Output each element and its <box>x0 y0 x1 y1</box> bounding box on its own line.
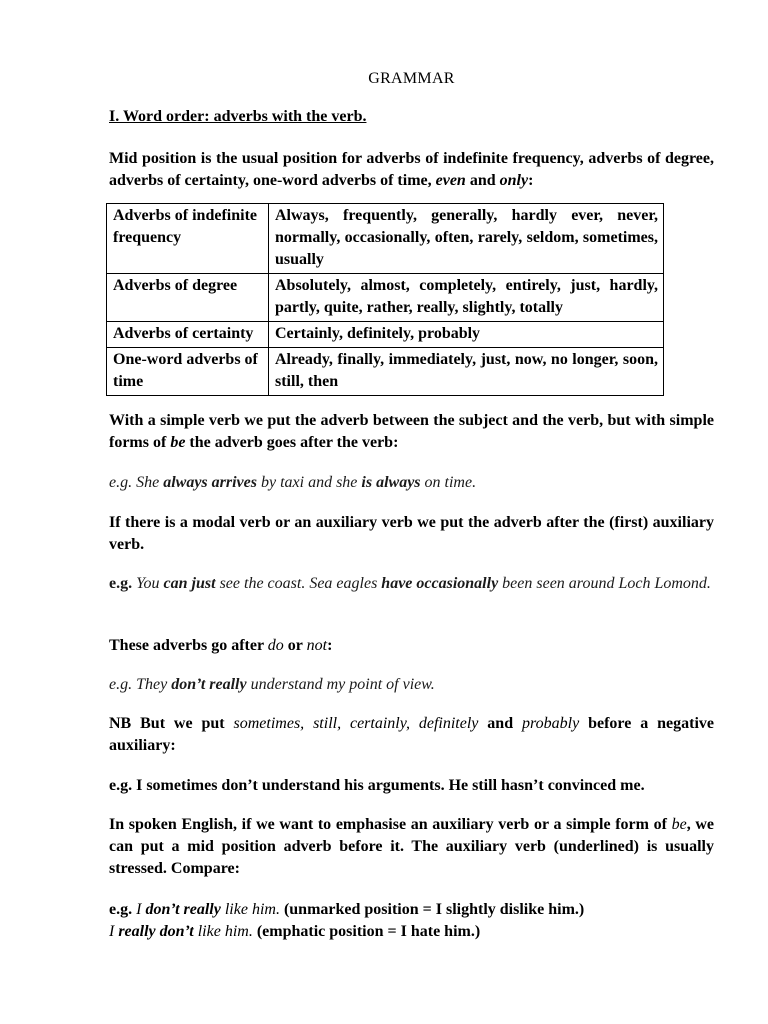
text-run: , we can put a mid position adverb before it. The auxiliary verb (underlined) is usually stressed. Compare: <box>109 816 714 877</box>
text-run-bold: can just <box>163 575 216 592</box>
text-run: NB But we put <box>109 715 234 732</box>
after-do-paragraph <box>109 635 714 657</box>
text-run: : <box>327 637 333 654</box>
text-run: e.g. They <box>109 676 172 693</box>
text-run: I <box>109 923 119 940</box>
text-run: or <box>283 637 307 654</box>
text-run-do: do <box>267 637 284 654</box>
table-row <box>107 348 664 396</box>
table-cell-category: Adverbs of indefinite frequency <box>107 204 269 274</box>
intro-text: Mid position is the usual position for adverbs of indefinite frequency, adverbs of degree, adverbs of certainty, one-word adverbs of time, <box>109 150 714 189</box>
text-run-be: be <box>170 434 186 451</box>
text-run-italic: sometimes, still, certainly, definitely <box>233 715 479 732</box>
text-run: understand my point of view. <box>246 676 435 693</box>
page-title: GRAMMAR <box>368 70 455 87</box>
table-cell-category: Adverbs of degree <box>107 274 269 322</box>
table-row <box>107 274 664 322</box>
text-run: like him. <box>193 923 253 940</box>
text-run: and <box>478 715 523 732</box>
adverbs-table <box>106 203 664 396</box>
text-run: been seen around Loch Lomond. <box>498 575 711 592</box>
intro-and: and <box>465 172 500 189</box>
table-cell-category: One-word adverbs of time <box>107 348 269 396</box>
text-run: by taxi and she <box>256 474 362 491</box>
spoken-paragraph <box>109 814 714 880</box>
table-cell-category: Adverbs of certainty <box>107 322 269 348</box>
example-1 <box>109 472 714 494</box>
table-cell-examples: Certainly, definitely, probably <box>269 322 664 348</box>
text-run-bold: always arrives <box>163 474 257 491</box>
text-run: With a simple verb we put the adverb between the subject and the verb, but with simple forms of <box>109 412 714 451</box>
table-cell-examples: Always, frequently, generally, hardly ever, never, normally, occasionally, often, rarely, seldom, sometimes, usually <box>269 204 664 274</box>
table-cell-examples: Absolutely, almost, completely, entirely, just, hardly, partly, quite, rather, really, slightly, totally <box>269 274 664 322</box>
example-3 <box>109 674 714 696</box>
table-cell-examples: Already, finally, immediately, just, now, no longer, soon, still, then <box>269 348 664 396</box>
text-run-bold: don’t really <box>171 676 247 693</box>
text-run-bold: really don’t <box>118 923 194 940</box>
text-run: see the coast. Sea eagles <box>215 575 382 592</box>
example-2 <box>109 573 714 595</box>
text-run-be: be <box>671 816 687 833</box>
text-run: These adverbs go after <box>109 637 268 654</box>
text-run-bold: don’t really <box>145 901 221 918</box>
table-row <box>107 322 664 348</box>
section-heading: I. Word order: adverbs with the verb. <box>109 108 367 125</box>
intro-paragraph <box>109 148 714 192</box>
text-run-not: not <box>306 637 328 654</box>
text-run: like him. <box>220 901 280 918</box>
text-run: In spoken English, if we want to emphasise an auxiliary verb or a simple form of <box>109 816 672 833</box>
text-run: (unmarked position = I slightly dislike him.) <box>279 901 585 918</box>
eg-label: e.g. <box>109 901 133 918</box>
table-row <box>107 204 664 274</box>
eg-label: e.g. <box>109 575 133 592</box>
text-run-bold: have occasionally <box>381 575 499 592</box>
text-run: (emphatic position = I hate him.) <box>252 923 481 940</box>
intro-end: : <box>528 172 534 189</box>
nb-paragraph <box>109 713 714 757</box>
modal-paragraph: If there is a modal verb or an auxiliary verb we put the adverb after the (first) auxiliary verb. <box>109 514 714 553</box>
example-4: e.g. I sometimes don’t understand his arguments. He still hasn’t convinced me. <box>109 777 645 794</box>
text-run: the adverb goes after the verb: <box>185 434 399 451</box>
text-run: You <box>132 575 164 592</box>
text-run: e.g. She <box>109 474 164 491</box>
example-5 <box>109 899 714 943</box>
text-run: I <box>132 901 146 918</box>
intro-word-even: even <box>435 172 466 189</box>
text-run-bold: is always <box>361 474 421 491</box>
text-run: on time. <box>420 474 477 491</box>
simple-verb-paragraph <box>109 410 714 454</box>
text-run-italic: probably <box>522 715 580 732</box>
text-run: before a negative auxiliary: <box>109 715 715 754</box>
intro-word-only: only <box>499 172 529 189</box>
